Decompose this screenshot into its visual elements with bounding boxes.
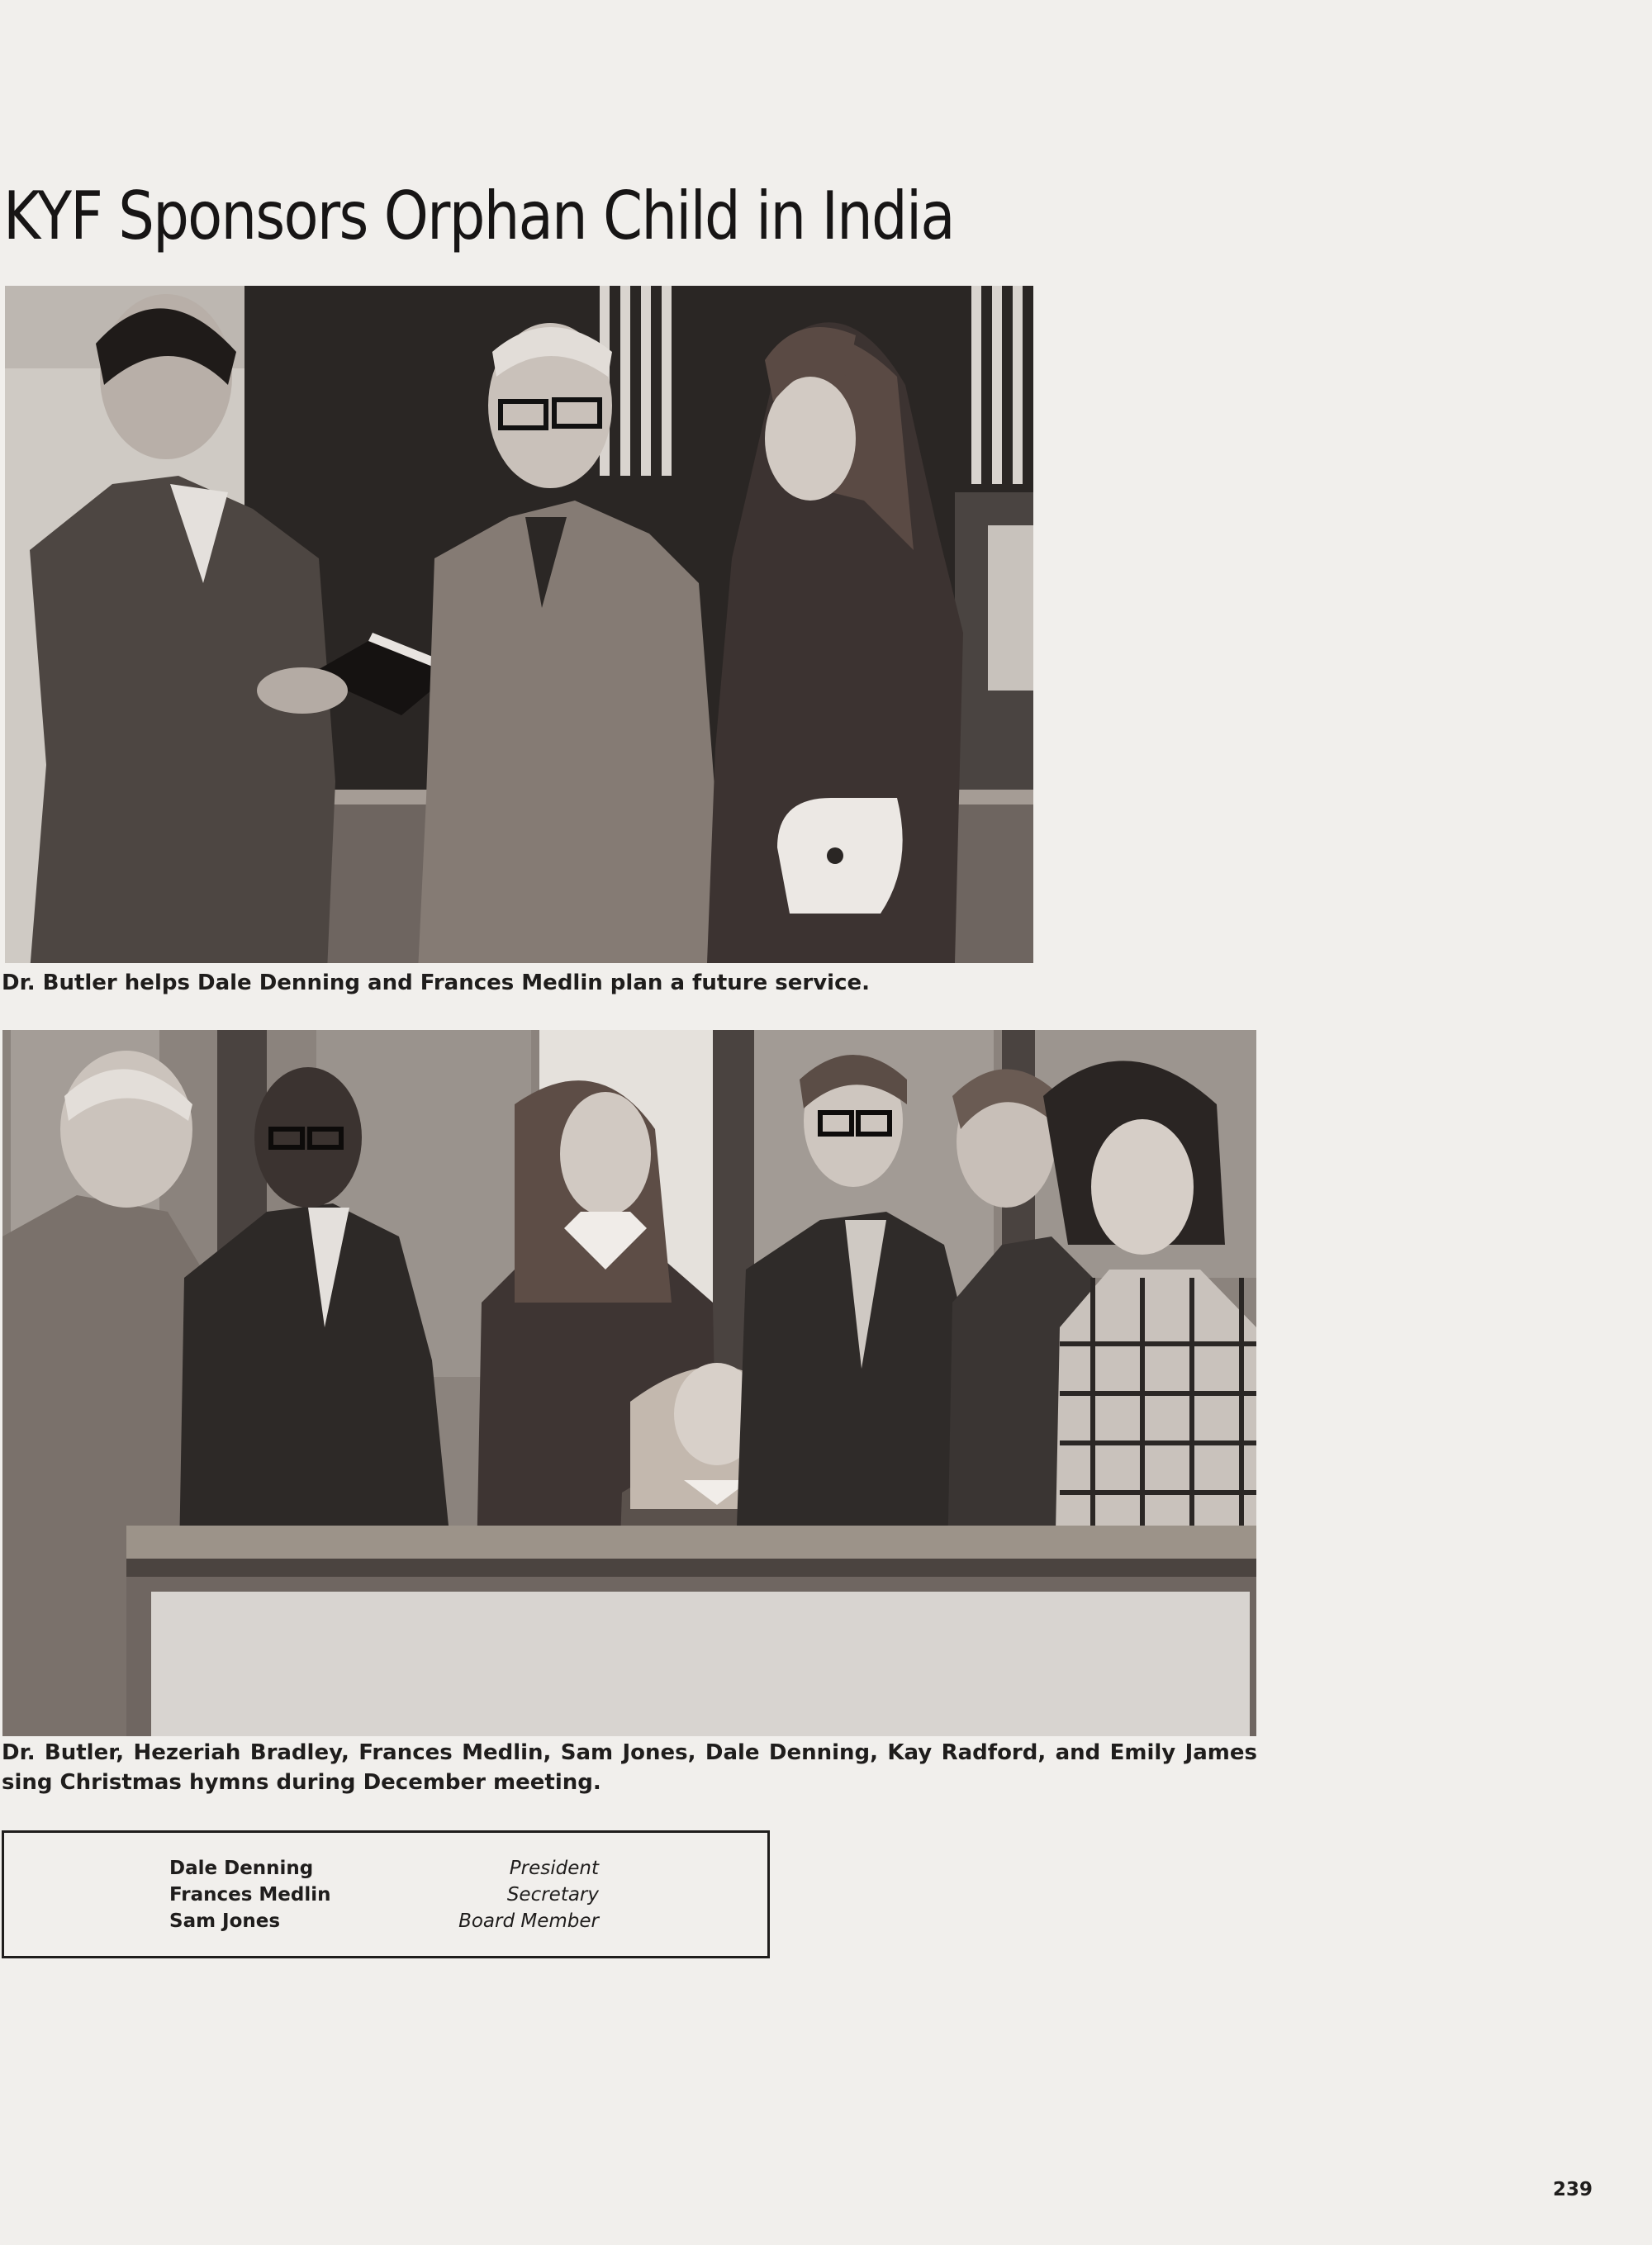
officer-name: Dale Denning [169,1858,314,1879]
photo-christmas-hymns-illustration [2,1030,1256,1736]
photo-christmas-hymns [2,1030,1256,1736]
officer-role: Board Member [458,1910,599,1932]
officer-name: Frances Medlin [169,1884,331,1906]
officer-role: Secretary [506,1884,599,1906]
page-headline: KYF Sponsors Orphan Child in India [3,178,954,254]
officer-name: Sam Jones [169,1910,281,1932]
page-number: 239 [1553,2179,1593,2200]
officer-row [169,1855,599,1882]
caption-christmas-hymns: Dr. Butler, Hezeriah Bradley, Frances Medlin, Sam Jones, Dale Denning, Kay Radford, and Emily James sing Christmas hymns during December meeting. [2,1740,1257,1795]
caption-planning-service: Dr. Butler helps Dale Denning and Frances Medlin plan a future service. [2,971,871,995]
photo-planning-service-illustration [5,286,1033,963]
officer-row [169,1882,599,1908]
officer-row [169,1908,599,1934]
officers-box [2,1830,770,1958]
officer-role: President [509,1858,599,1879]
photo-planning-service [5,286,1033,963]
